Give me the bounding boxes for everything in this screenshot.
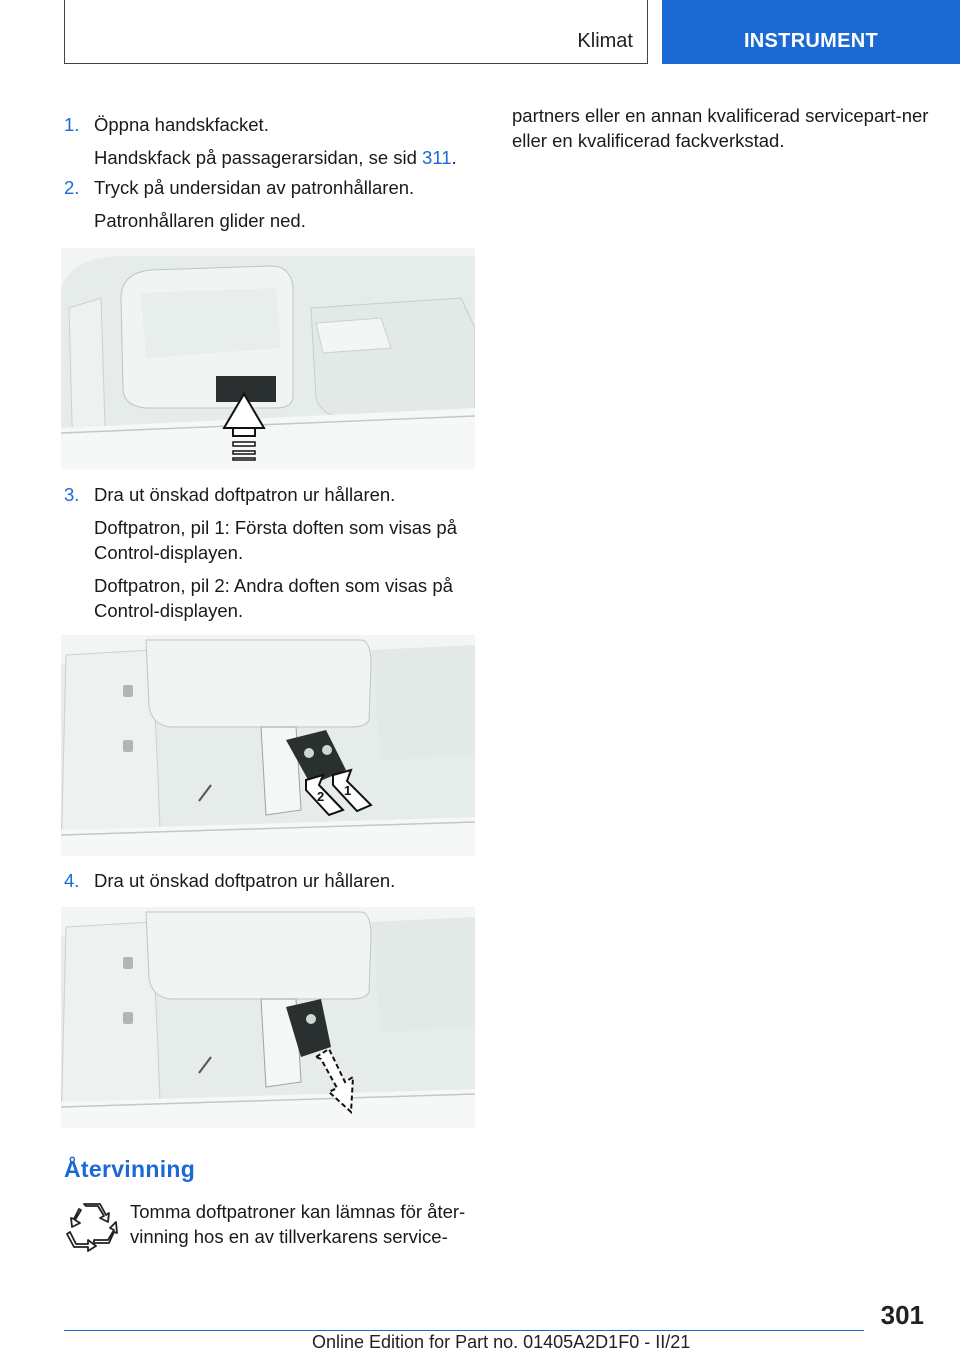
figure-holder-push [61, 248, 475, 469]
page-number: 301 [880, 1300, 924, 1330]
step-2 [64, 175, 484, 233]
step-1 [64, 112, 484, 170]
figure-pull-cartridges [61, 635, 475, 856]
recycling-text: Tomma doftpatroner kan lämnas för åter‐vinning hos en av tillverkarens service‐ [130, 1201, 466, 1247]
figure-3-illustration [61, 907, 475, 1128]
right-column-text: partners eller en annan kvalificerad servicepart‐ner eller en kvalificerad fackverkstad. [512, 105, 929, 151]
figure-1-illustration [61, 248, 475, 469]
step-number: 1. [64, 114, 80, 135]
header-section-title: Klimat [577, 30, 633, 52]
step-text: Dra ut önskad doftpatron ur hållaren. [94, 484, 396, 505]
subtext-part: Handskfack på passagerarsidan, se sid [94, 147, 423, 168]
footer-edition: Online Edition for Part no. 01405A2D1F0 - II/21 [312, 1332, 691, 1352]
header-section-box [64, 0, 648, 64]
step-number: 4. [64, 870, 80, 891]
step-4 [64, 868, 484, 893]
step-text: Öppna handskfacket. [94, 114, 269, 135]
step-subtext-1: Doftpatron, pil 1: Första doften som visas på Control-displayen. [94, 517, 457, 563]
section-title-recycling: Återvinning [64, 1156, 196, 1182]
step-subtext-2: Doftpatron, pil 2: Andra doften som visas på Control-displayen. [94, 575, 453, 621]
step-3 [64, 482, 484, 623]
figure-2-illustration [61, 635, 475, 856]
arrow-label-1: 1 [344, 783, 352, 798]
step-subtext [94, 145, 484, 170]
page-reference-link[interactable]: 311 [422, 147, 452, 168]
subtext-period: . [451, 147, 457, 168]
step-text: Tryck på undersidan av patronhållaren. [94, 177, 415, 198]
step-subtext: Patronhållaren glider ned. [94, 210, 306, 231]
figure-pull-cartridge [61, 907, 475, 1128]
header-chapter-tab[interactable]: INSTRUMENT [662, 0, 960, 64]
step-number: 2. [64, 177, 80, 198]
step-text: Dra ut önskad doftpatron ur hållaren. [94, 870, 396, 891]
step-number: 3. [64, 484, 80, 505]
recycle-icon [66, 1200, 118, 1257]
footer-divider [64, 1330, 864, 1331]
arrow-label-2: 2 [317, 789, 325, 804]
